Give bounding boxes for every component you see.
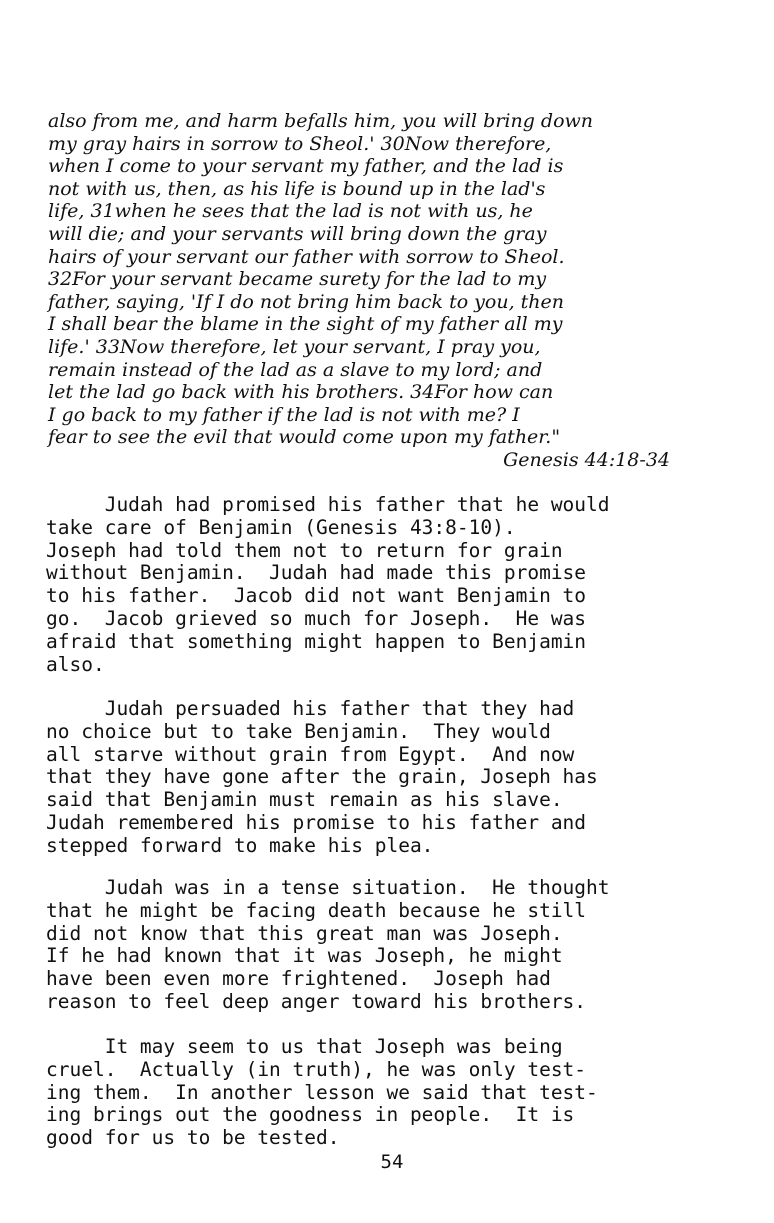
- paragraph-line: also.: [46, 652, 105, 676]
- paragraph-line: stepped forward to make his plea.: [46, 833, 434, 857]
- scripture-line: father, saying, 'If I do not bring him back to you, then: [48, 290, 565, 313]
- scripture-line: fear to see the evil that would come upon my father.": [48, 426, 561, 449]
- paragraph-line: did not know that this great man was Joseph.: [46, 921, 563, 945]
- scripture-line: I go back to my father if the lad is not with me? I: [48, 403, 520, 426]
- paragraph-line: Joseph had told them not to return for grain: [46, 538, 563, 562]
- paragraph-line: no choice but to take Benjamin. They would: [46, 719, 551, 743]
- paragraph-testing: [46, 1036, 706, 1150]
- paragraph-line: said that Benjamin must remain as his slave.: [46, 788, 563, 812]
- paragraph-line: afraid that something might happen to Benjamin: [46, 629, 587, 653]
- paragraph-line: all starve without grain from Egypt. And now: [46, 742, 575, 766]
- paragraph-line: without Benjamin. Judah had made this promise: [46, 561, 587, 585]
- paragraph-line: Judah persuaded his father that they had: [46, 697, 575, 720]
- paragraph-line: Judah had promised his father that he would: [46, 493, 610, 516]
- scripture-line: 32For your servant became surety for the lad to my: [48, 268, 547, 291]
- scripture-line: my gray hairs in sorrow to Sheol.' 30Now therefore,: [48, 132, 552, 155]
- scripture-line: will die; and your servants will bring down the gray: [48, 222, 547, 245]
- paragraph-line: that they have gone after the grain, Joseph has: [46, 765, 598, 789]
- paragraph-line: good for us to be tested.: [46, 1126, 340, 1150]
- scripture-line: let the lad go back with his brothers. 34For how can: [48, 381, 554, 404]
- page-number: 54: [380, 1151, 404, 1173]
- scripture-line: life, 31when he sees that the lad is not with us, he: [48, 200, 533, 223]
- scripture-line: remain instead of the lad as a slave to my lord; and: [48, 358, 543, 381]
- paragraph-line: cruel. Actually (in truth), he was only test-: [46, 1057, 587, 1081]
- scripture-line: when I come to your servant my father, and the lad is: [48, 155, 564, 178]
- paragraph-line: Judah was in a tense situation. He thought: [46, 876, 610, 899]
- paragraph-line: take care of Benjamin (Genesis 43:8-10).: [46, 515, 516, 539]
- paragraph-judah-persuaded: [46, 698, 706, 858]
- scripture-quote: [48, 110, 688, 472]
- scripture-line: hairs of your servant our father with sorrow to Sheol.: [48, 245, 565, 268]
- paragraph-line: It may seem to us that Joseph was being: [46, 1035, 563, 1058]
- paragraph-line: to his father. Jacob did not want Benjamin to: [46, 584, 587, 608]
- paragraph-line: ing them. In another lesson we said that test-: [46, 1080, 598, 1104]
- scripture-line: I shall bear the blame in the sight of my father all my: [48, 313, 563, 336]
- paragraph-line: If he had known that it was Joseph, he might: [46, 944, 563, 968]
- scripture-line: life.' 33Now therefore, let your servant, I pray you,: [48, 335, 541, 358]
- paragraph-tense-situation: [46, 877, 706, 1014]
- paragraph-line: ing brings out the goodness in people. It is: [46, 1103, 575, 1127]
- paragraph-line: have been even more frightened. Joseph had: [46, 967, 551, 991]
- scripture-line: not with us, then, as his life is bound up in the lad's: [48, 177, 546, 200]
- scripture-line: also from me, and harm befalls him, you will bring down: [48, 110, 594, 132]
- paragraph-judah-promise: [46, 494, 706, 676]
- paragraph-line: Judah remembered his promise to his father and: [46, 810, 587, 834]
- paragraph-line: reason to feel deep anger toward his brothers.: [46, 989, 587, 1013]
- paragraph-line: go. Jacob grieved so much for Joseph. He was: [46, 606, 587, 630]
- paragraph-line: that he might be facing death because he still: [46, 898, 587, 922]
- scripture-reference: Genesis 44:18-34: [503, 448, 670, 471]
